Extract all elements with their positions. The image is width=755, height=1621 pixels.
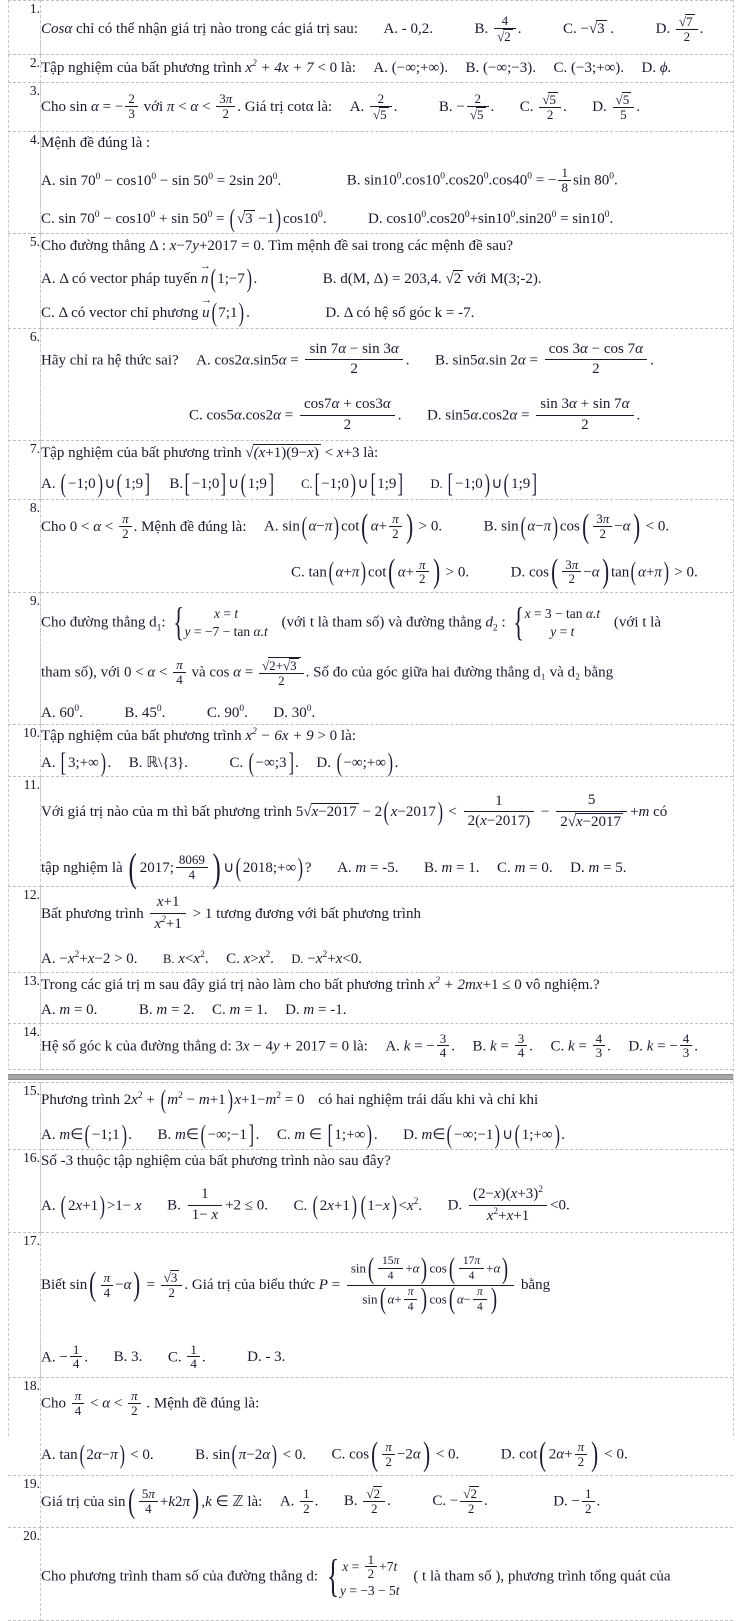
question-row-5 <box>8 234 733 328</box>
question-row-19 <box>8 1476 733 1527</box>
question-number-5: 5. <box>8 234 41 328</box>
q13-option-c[interactable]: C. m = 1. <box>211 1001 268 1018</box>
q11-option-d[interactable]: D. m = 5. <box>570 859 627 876</box>
question-number-15: 15. <box>8 1082 41 1149</box>
q5-option-a[interactable]: A. Δ có vector pháp tuyến → n( 1;−7) . <box>41 270 257 289</box>
q20-prompt: Cho phương trình tham số của đường thẳng d: { x = $\frac{1}{2}$ +7t y = −3 − 5t ( t là tham số ), phương trình tổng quát của <box>41 1549 671 1601</box>
q9-option-b[interactable]: B. $45^0$. <box>124 703 166 721</box>
question-body-18 <box>41 1377 734 1476</box>
q13-option-a[interactable]: A. m = 0. <box>41 1001 98 1018</box>
question-body-11 <box>41 777 734 890</box>
q4-prompt: Mệnh đề đúng là : <box>41 135 151 152</box>
q2-option-c[interactable]: C. (−3;+∞). <box>553 60 625 77</box>
q19-option-c[interactable]: C. − $\frac{√2}{2}$ . <box>432 1486 488 1517</box>
question-body-2: Tập nghiệm của bất phương trình $x^2 + 4x + 7 < 0$ là: A. (−∞;+∞). B. (−∞;−3). C. (−3;+∞). D. ϕ. <box>41 55 734 83</box>
question-row-6 <box>8 328 733 441</box>
q9-option-d[interactable]: D. $30^0$. <box>273 703 316 721</box>
q18-option-c[interactable]: C. cos( $\frac{\pi}{2}$ −2α) < 0. <box>331 1435 460 1473</box>
q17-option-d[interactable]: D. - 3. <box>247 1349 286 1366</box>
page-break-separator <box>8 1070 733 1082</box>
q18-option-d[interactable]: D. cot( 2α+ $\frac{\pi}{2}$ ) < 0. <box>500 1435 628 1473</box>
q6-prompt: Hãy chỉ ra hệ thức sai? <box>41 352 179 369</box>
q17-option-a[interactable]: A. − $\frac{1}{4}$ . <box>41 1341 89 1372</box>
q14-option-d[interactable]: D. k = − $\frac{4}{3}$ . <box>628 1030 699 1061</box>
question-row-7 <box>8 441 733 500</box>
question-body-9 <box>41 592 734 724</box>
q4-option-b[interactable]: B. $\sin 10^0.\cos 10^0.\cos 20^0.\cos 40^0$ = − $\frac{1}{8}$ $\sin 80^0$. <box>346 164 618 195</box>
q14-prompt: Hệ số góc k của đường thẳng d: 3x − 4y + 2017 = 0 là: <box>41 1038 368 1055</box>
q2-option-b[interactable]: B. (−∞;−3). <box>465 60 536 77</box>
question-row-20 <box>8 1527 733 1621</box>
q14-option-a[interactable]: A. k = − $\frac{3}{4}$ . <box>385 1030 456 1061</box>
q7-option-c[interactable]: C.[ −1;0) ∪[ 1;9] <box>301 469 404 499</box>
questions-table-part1 <box>8 0 733 1070</box>
question-number-20: 20. <box>8 1527 41 1621</box>
q1-option-a[interactable]: A. - 0,2. <box>383 21 434 38</box>
question-body-3 <box>41 82 734 131</box>
q6-option-c[interactable]: C. cos5α.cos2α = $\frac{\cos 7\alpha + \cos 3\alpha}{2}$ . <box>189 395 402 433</box>
question-number-12: 12. <box>8 887 41 973</box>
q12-option-b[interactable]: B. $x<x^2$. <box>163 949 209 967</box>
question-body-19 <box>41 1476 734 1527</box>
question-body-1 <box>41 1 734 55</box>
question-number-10: 10. <box>8 725 41 777</box>
q10-option-a[interactable]: A. [ 3;+∞) . <box>41 747 112 777</box>
q6-option-d[interactable]: D. sin5α.cos2α = $\frac{\sin 3\alpha + \sin 7\alpha}{2}$ . <box>426 395 641 433</box>
question-row-3 <box>8 82 733 131</box>
question-body-10 <box>41 725 734 777</box>
q2-option-a[interactable]: A. (−∞;+∞). <box>373 60 448 77</box>
q4-option-c[interactable]: C. $\sin 70^0 - \cos 10^0 + \sin 50^0$ = ( √3 −1) $\cos 10^0$. <box>41 204 327 234</box>
question-number-8: 8. <box>8 500 41 593</box>
question-row-8 <box>8 500 733 593</box>
question-row-11 <box>8 777 733 887</box>
right-margin-guide <box>733 0 734 1436</box>
q1-option-b[interactable]: B. $\frac{4}{√2}$ . <box>474 13 522 44</box>
q5-option-c[interactable]: C. Δ có vector chỉ phương → u( 7;1) . <box>41 304 250 323</box>
q17-prompt: Biết sin( $\frac{\pi}{4}$ −α) = $\frac{√3}{2}$ . Giá trị của biểu thức P = sin( $\frac{15\pi}{4}$ +α) cos( $\frac{17\pi}{4}$ +α) sin( α+ $\frac{\pi}{4}$ ) cos( α− $\frac{\pi}{4}$ ) bằng <box>41 1251 551 1315</box>
question-body-7 <box>41 441 734 500</box>
q11-option-a[interactable]: A. m = -5. <box>337 859 399 876</box>
question-number-18: 18. <box>8 1377 41 1476</box>
question-body-16 <box>41 1150 734 1233</box>
question-row-17 <box>8 1233 733 1378</box>
q3-option-d[interactable]: D. $\frac{√5}{5}$ . <box>592 91 640 122</box>
q8-option-d[interactable]: D. cos( $\frac{3\pi}{2}$ −α) tan( α+π) > 0. <box>510 553 698 591</box>
question-number-1: 1. <box>8 1 41 55</box>
q10-option-d[interactable]: D. ( −∞;+∞) . <box>316 747 399 777</box>
q12-option-d[interactable]: D. $-x^2+x<0$. <box>291 949 363 967</box>
question-row-13 <box>8 973 733 1023</box>
q8-prompt: Cho 0 < α < $\frac{\pi}{2}$ . Mệnh đề đúng là: <box>41 511 247 541</box>
q13-prompt: Trong các giá trị m sau đây giá trị nào làm cho bất phương trình $x^2 + 2mx+1 \le 0$ vô nghiệm.? <box>41 976 600 994</box>
question-number-2: 2. <box>8 55 41 83</box>
q2-option-d[interactable]: D. ϕ. <box>641 60 672 77</box>
question-row-16 <box>8 1150 733 1233</box>
q19-option-a[interactable]: A. $\frac{1}{2}$ . <box>279 1485 319 1516</box>
q13-option-b[interactable]: B. m = 2. <box>138 1001 195 1018</box>
q8-option-c[interactable]: C. tan( α+π) cot( α+ $\frac{\pi}{2}$ ) > 0. <box>291 553 470 591</box>
q12-option-a[interactable]: A. $-x^2+x-2 > 0$. <box>41 949 138 967</box>
q11-option-b[interactable]: B. m = 1. <box>423 859 480 876</box>
q16-option-b[interactable]: B. $\frac{1}{1- x}$ +2 ≤ 0. <box>167 1186 269 1223</box>
question-row-9 <box>8 592 733 724</box>
q15-option-a[interactable]: A. m∈( −1;1) . <box>41 1120 132 1150</box>
q9-option-c[interactable]: C. $90^0$. <box>206 703 248 721</box>
question-body-14 <box>41 1023 734 1069</box>
q16-option-d[interactable]: D. $\frac{(2-x)(x+3)^2}{x^2+x+1}$ <0. <box>447 1185 570 1224</box>
question-number-14: 14. <box>8 1023 41 1069</box>
q19-option-d[interactable]: D. − $\frac{1}{2}$ . <box>553 1485 601 1516</box>
q14-option-b[interactable]: B. k = $\frac{3}{4}$ . <box>472 1030 533 1061</box>
q3-option-c[interactable]: C. $\frac{√5}{2}$ . <box>519 91 567 122</box>
q2-prompt: Tập nghiệm của bất phương trình <box>41 60 242 77</box>
q8-option-b[interactable]: B. sin( α−π) cos( $\frac{3\pi}{2}$ −α) < 0. <box>483 507 670 545</box>
q5-option-d[interactable]: D. Δ có hệ số góc k = -7. <box>325 305 475 322</box>
q3-prompt: Cho sin α = − $\frac{2}{3}$ với π < α < $\frac{3\pi}{2}$ . Giá trị cotα là: <box>41 91 333 122</box>
q16-option-c[interactable]: C. ( 2x+1) ( $1-x) <x^2$. <box>293 1190 423 1220</box>
q5-prompt: Cho đường thẳng Δ : x−7y+2017 = 0. Tìm mệnh đề sai trong các mệnh đề sau? <box>41 238 514 255</box>
q1-cos-alpha: Cosα <box>41 21 73 38</box>
q17-option-c[interactable]: C. $\frac{1}{4}$ . <box>167 1341 206 1372</box>
question-body-5 <box>41 234 734 328</box>
q15-option-c[interactable]: C. m ∈ [ 1;+∞) . <box>276 1120 378 1150</box>
q4-option-a[interactable]: A. $\sin 70^0 - \cos 10^0 - \sin 50^0 = 2\sin$ $20^0$. <box>41 171 282 189</box>
q7-option-a[interactable]: A. ( −1;0) ∪( 1;9] <box>41 469 151 499</box>
q16-prompt: Số -3 thuộc tập nghiệm của bất phương trình nào sau đây? <box>41 1153 391 1170</box>
question-number-3: 3. <box>8 82 41 131</box>
q6-option-a[interactable]: A. cos2α.sin5α = $\frac{\sin 7\alpha - \sin 3\alpha}{2}$ . <box>196 340 410 378</box>
q11-prompt-line2: tập nghiệm là ( 2017; $\frac{8069}{4}$ ) ∪( 2018;+∞) ? A. m = -5. B. m = 1. C. m = 0. D. m = 5. <box>41 844 627 890</box>
q15-option-b[interactable]: B. m∈( −∞;−1] . <box>157 1120 260 1150</box>
q8-option-a[interactable]: A. sin( α−π) cot( α+ $\frac{\pi}{2}$ ) > 0. <box>264 507 443 545</box>
q16-option-a[interactable]: A. ( 2x+1) >1− x <box>41 1190 142 1220</box>
q3-option-b[interactable]: B. − $\frac{2}{√5}$ . <box>438 90 495 122</box>
question-row-2 <box>8 55 733 83</box>
q7-option-d[interactable]: D. [ −1;0) ∪( 1;9] <box>430 469 538 499</box>
question-body-4 <box>41 132 734 234</box>
question-row-4 <box>8 132 733 234</box>
q10-prompt: Tập nghiệm của bất phương trình $x^2 - 6x + 9 > 0$ là: <box>41 727 356 745</box>
q12-prompt: Bất phương trình $\frac{x+1}{x^2+1}$ > 1 tương đương với bất phương trình <box>41 894 421 932</box>
question-body-20 <box>41 1527 734 1621</box>
question-body-13 <box>41 973 734 1023</box>
q15-option-d[interactable]: D. m∈( −∞;−1) ∪( 1;+∞) . <box>403 1120 565 1150</box>
q15-prompt: Phương trình $2x^2$ + ( $m^2 - m+1$) $x+1-m^2 = 0$ có hai nghiệm trái dấu khi và chỉ khi <box>41 1084 539 1114</box>
q18-prompt: Cho $\frac{\pi}{4}$ < α < $\frac{\pi}{2}$ . Mệnh đề đúng là: <box>41 1387 260 1418</box>
q12-option-c[interactable]: C. $x>x^2$. <box>226 949 274 967</box>
q13-option-d[interactable]: D. m = -1. <box>285 1001 347 1018</box>
q5-option-b[interactable]: B. d(M, Δ) = 203,4. √2 với M(3;-2). <box>322 271 542 288</box>
question-body-17 <box>41 1233 734 1378</box>
question-number-4: 4. <box>8 132 41 234</box>
question-body-6 <box>41 328 734 441</box>
question-row-10 <box>8 725 733 777</box>
q6-option-b[interactable]: B. sin5α.sin 2α = $\frac{\cos 3\alpha - \cos 7\alpha}{2}$ . <box>434 340 654 378</box>
questions-table-part2 <box>8 1082 733 1621</box>
q1-option-d[interactable]: D. $\frac{√7}{2}$ . <box>655 14 704 44</box>
q11-prompt-line1: Với giá trị nào của m thì bất phương trình 5√x−2017 − 2( x−2017) < $\frac{1}{2(x-2017)}$ − $\frac{5}{2√x-2017}$ +m có <box>41 792 668 830</box>
question-number-17: 17. <box>8 1233 41 1378</box>
question-number-16: 16. <box>8 1150 41 1233</box>
question-row-14 <box>8 1023 733 1069</box>
q9-prompt-line1: Cho đường thẳng $d_1$: { x = t y = −7 − tan α.t (với t là tham số) và đường thẳng $d_2$ : { x = 3 − tan α.t y = t (với t là <box>41 598 661 644</box>
q19-option-b[interactable]: B. $\frac{√2}{2}$ . <box>343 1486 391 1517</box>
q1-option-c[interactable]: C. −√3 . <box>562 21 615 38</box>
q18-option-b[interactable]: B. sin( π−2α) < 0. <box>195 1439 307 1469</box>
question-number-13: 13. <box>8 973 41 1023</box>
q7-option-b[interactable]: B.[ −1;0] ∪( 1;9] <box>169 469 274 499</box>
question-number-7: 7. <box>8 441 41 500</box>
question-row-15 <box>8 1082 733 1149</box>
question-row-1 <box>8 1 733 55</box>
q1-prompt: chỉ có thể nhận giá trị nào trong các giá trị sau: <box>75 21 358 38</box>
question-row-12 <box>8 887 733 973</box>
q10-option-c[interactable]: C. ( −∞;3] . <box>229 747 299 777</box>
question-body-15 <box>41 1082 734 1149</box>
q9-prompt-line2: tham số), với 0 < α < $\frac{\pi}{4}$ và cos α = $\frac{√2+√3}{2}$ . Số đo của góc giữa hai đường thẳng d₁ và d₂ bằng <box>41 657 614 688</box>
q7-prompt: Tập nghiệm của bất phương trình √(x+1)(9−x) < x+3 là: <box>41 445 379 462</box>
q10-option-b[interactable]: B. ℝ\{3}. <box>128 755 188 771</box>
q4-option-d[interactable]: D. $\cos 10^0.\cos 20^0+\sin 10^0.\sin 20^0 = \sin 10^0$. <box>367 210 614 228</box>
q18-option-a[interactable]: A. tan( 2α−π) < 0. <box>41 1439 154 1469</box>
q11-option-c[interactable]: C. m = 0. <box>497 859 553 876</box>
question-number-11: 11. <box>8 777 41 887</box>
q14-option-c[interactable]: C. k = $\frac{4}{3}$ . <box>550 1030 611 1061</box>
question-number-9: 9. <box>8 592 41 724</box>
question-row-18 <box>8 1377 733 1476</box>
question-body-8 <box>41 500 734 593</box>
q19-prompt: Giá trị của sin( $\frac{5\pi}{4}$ +k2π) ,k ∈ ℤ là: <box>41 1482 263 1520</box>
question-number-19: 19. <box>8 1476 41 1527</box>
question-number-6: 6. <box>8 328 41 441</box>
q3-option-a[interactable]: A. $\frac{2}{√5}$ . <box>349 90 398 122</box>
q17-option-b[interactable]: B. 3. <box>113 1349 143 1366</box>
question-body-12 <box>41 887 734 973</box>
q9-option-a[interactable]: A. $60^0$. <box>41 703 83 721</box>
